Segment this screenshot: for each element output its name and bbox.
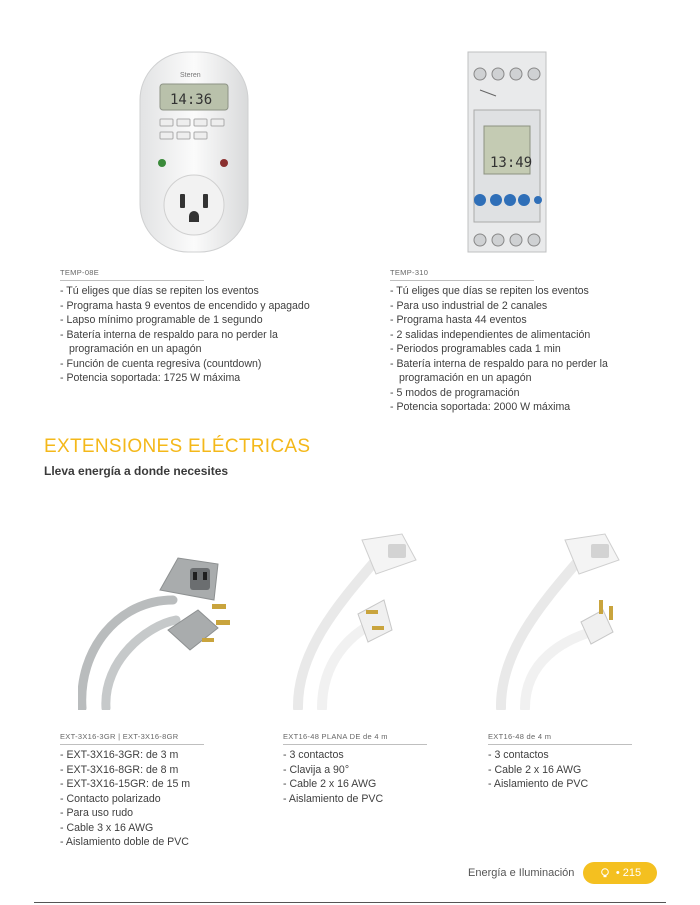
ext-3x16-image bbox=[78, 540, 243, 710]
temp-08e-specs bbox=[60, 268, 360, 386]
brand-label: Steren bbox=[180, 72, 201, 79]
feature-item: - Tú eliges que días se repiten los eventos bbox=[390, 285, 589, 297]
feature-item: - Contacto polarizado bbox=[60, 792, 161, 805]
feature-item: - Aislamiento de PVC bbox=[283, 792, 384, 805]
footer-section-label: Energía e Iluminación bbox=[468, 867, 575, 879]
feature-item: - Potencia soportada: 1725 W máxima bbox=[60, 372, 241, 384]
lightbulb-icon bbox=[599, 867, 611, 879]
feature-item: - Lapso mínimo programable de 1 segundo bbox=[60, 314, 263, 326]
feature-item: - Programa hasta 44 eventos bbox=[390, 314, 527, 326]
section-title: EXTENSIONES ELÉCTRICAS bbox=[44, 436, 311, 457]
feature-item: - EXT-3X16-15GR: de 15 m bbox=[60, 778, 191, 790]
product-code: EXT-3X16-3GR | EXT-3X16-8GR bbox=[60, 732, 204, 745]
feature-item: - Para uso rudo bbox=[60, 807, 134, 819]
ext16-48-image bbox=[495, 530, 635, 710]
lcd-time: 14:36 bbox=[170, 92, 213, 108]
feature-item: - Batería interna de respaldo para no perder la programación en un apagón bbox=[60, 328, 278, 355]
product-code: TEMP-310 bbox=[390, 268, 534, 281]
feature-item: - Tú eliges que días se repiten los eventos bbox=[60, 285, 259, 297]
page-number: • 215 bbox=[615, 867, 642, 879]
feature-item: - 2 salidas independientes de alimentación bbox=[390, 328, 591, 341]
feature-item: - 5 modos de programación bbox=[390, 386, 520, 399]
feature-item: - 3 contactos bbox=[488, 749, 549, 761]
lcd-time-310: 13:49 bbox=[490, 155, 533, 171]
feature-item: - Programa hasta 9 eventos de encendido y apagado bbox=[60, 299, 310, 312]
temp-310-image bbox=[466, 50, 548, 255]
temp-310-specs bbox=[390, 268, 635, 415]
ext-3x16-specs bbox=[60, 732, 260, 850]
product-code: TEMP-08E bbox=[60, 268, 204, 281]
feature-item: - EXT-3X16-8GR: de 8 m bbox=[60, 763, 179, 776]
feature-item: - EXT-3X16-3GR: de 3 m bbox=[60, 749, 179, 761]
feature-item: - Potencia soportada: 2000 W máxima bbox=[390, 401, 571, 413]
feature-item: - Batería interna de respaldo para no perder la programación en un apagón bbox=[390, 357, 608, 384]
feature-item: - Aislamiento doble de PVC bbox=[60, 836, 189, 848]
ext16-48-plana-specs bbox=[283, 732, 463, 806]
product-code: EXT16-48 PLANA DE de 4 m bbox=[283, 732, 427, 745]
ext16-48-specs bbox=[488, 732, 668, 792]
feature-item: - Cable 2 x 16 AWG bbox=[488, 763, 582, 776]
page-number-badge bbox=[583, 862, 657, 884]
footer-divider bbox=[34, 902, 666, 903]
product-code: EXT16-48 de 4 m bbox=[488, 732, 632, 745]
feature-item: - Aislamiento de PVC bbox=[488, 778, 589, 790]
feature-item: - Periodos programables cada 1 min bbox=[390, 343, 561, 355]
feature-item: - Para uso industrial de 2 canales bbox=[390, 299, 548, 312]
feature-item: - Clavija a 90° bbox=[283, 763, 350, 776]
feature-item: - Cable 2 x 16 AWG bbox=[283, 778, 377, 790]
ext16-48-plana-image bbox=[292, 530, 432, 710]
section-subtitle: Lleva energía a donde necesites bbox=[44, 464, 229, 478]
feature-item: - Cable 3 x 16 AWG bbox=[60, 821, 154, 834]
temp-08e-image bbox=[138, 50, 250, 255]
feature-item: - 3 contactos bbox=[283, 749, 344, 761]
feature-item: - Función de cuenta regresiva (countdown) bbox=[60, 357, 262, 370]
